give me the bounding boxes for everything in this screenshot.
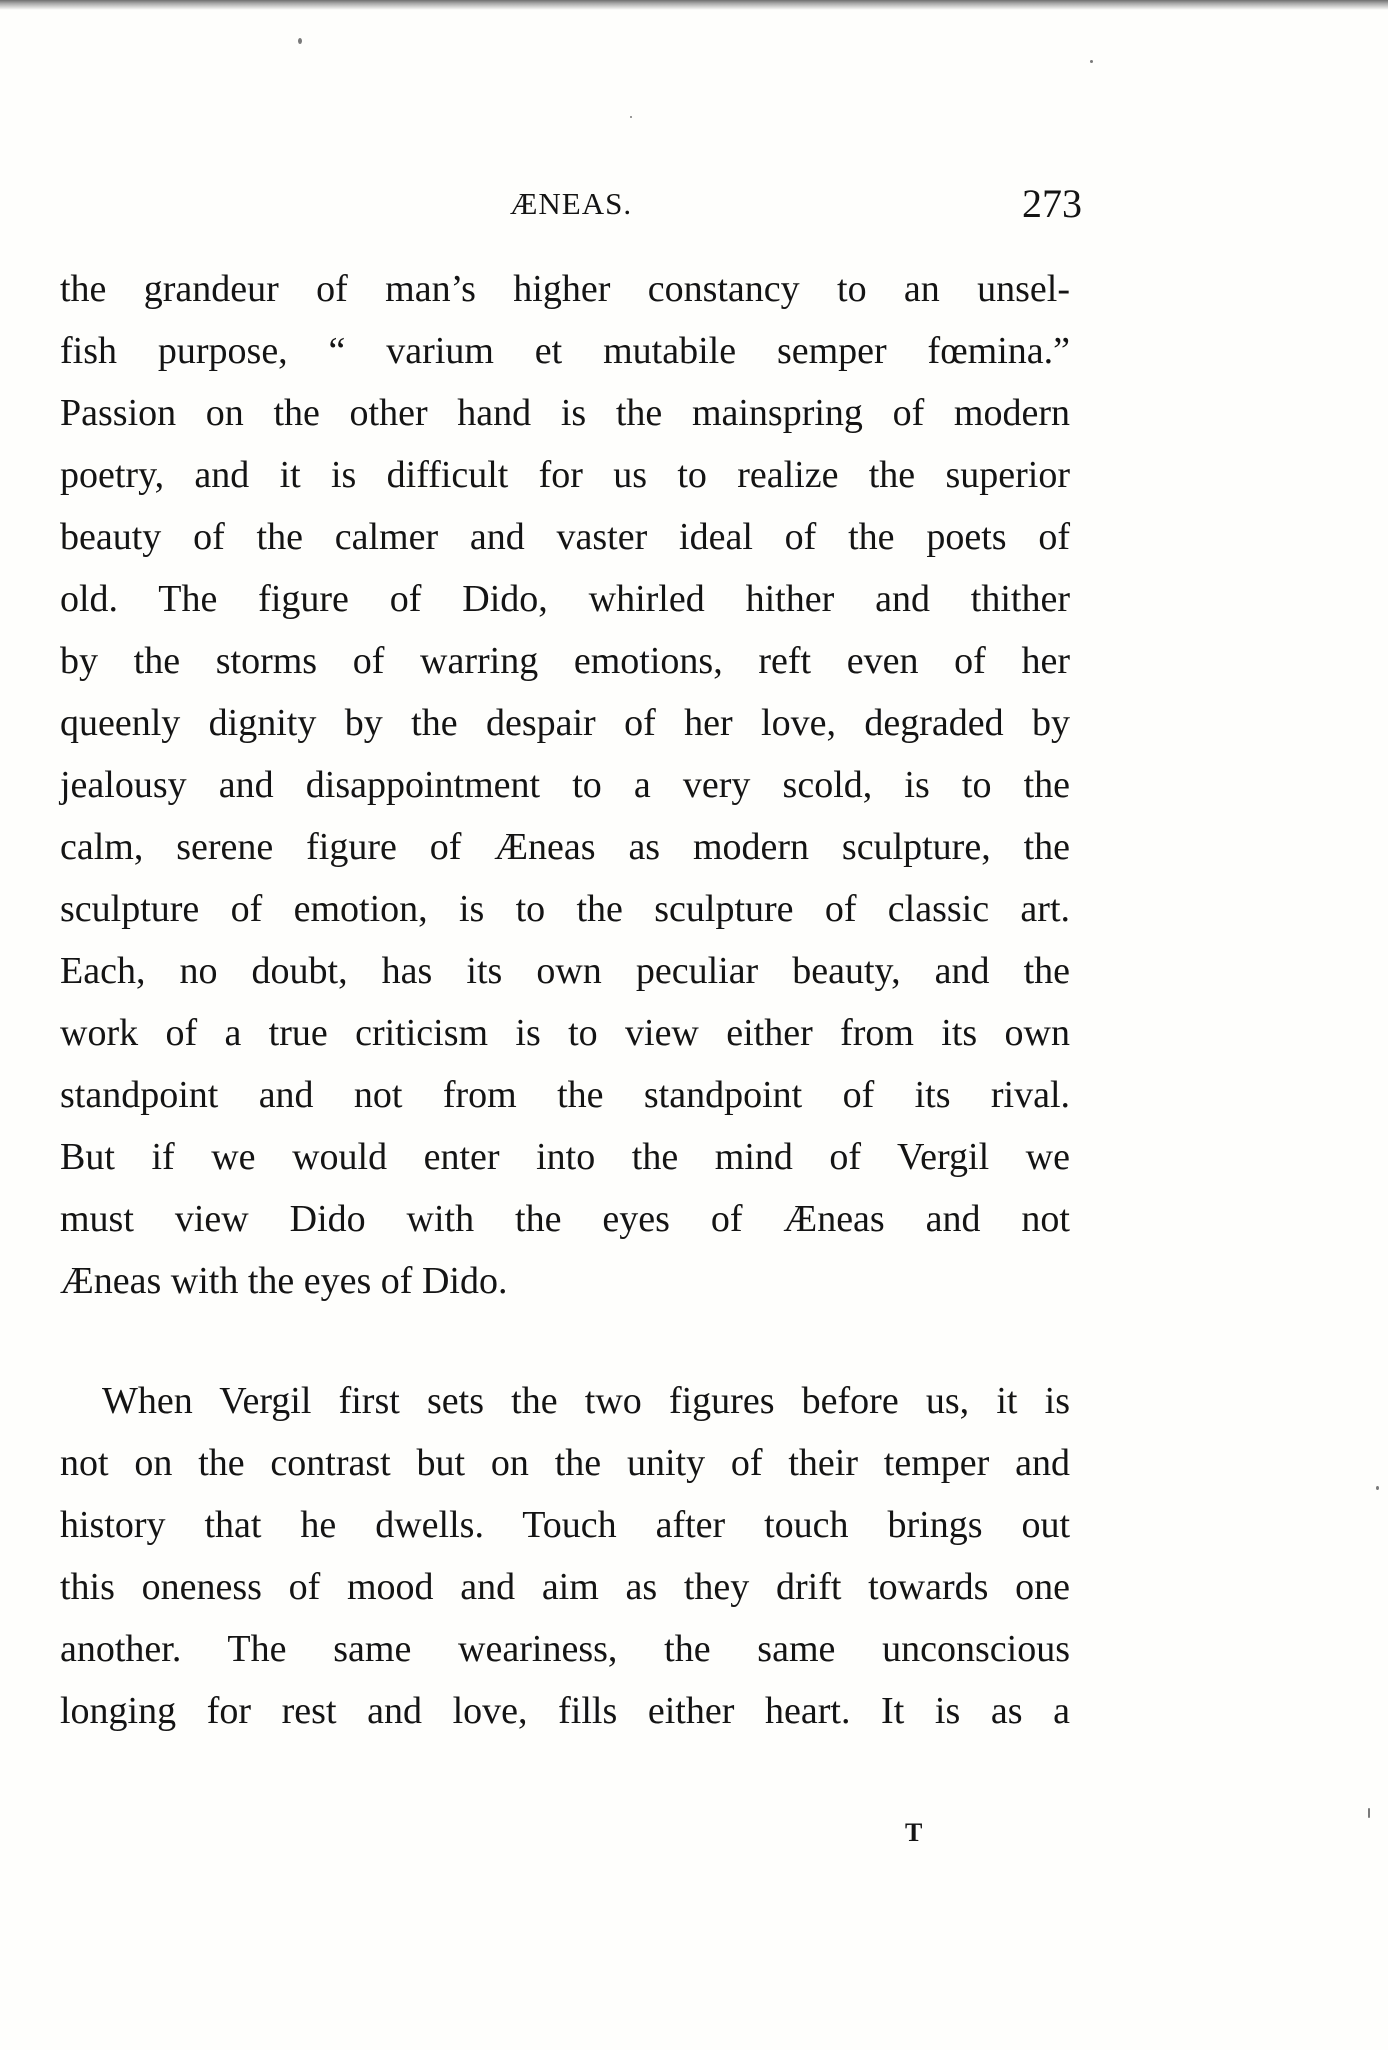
scan-speck <box>630 116 632 118</box>
scan-top-edge <box>0 0 1388 10</box>
scan-speck <box>1376 1486 1379 1490</box>
text-line: queenly dignity by the despair of her love, degraded by <box>60 702 1070 744</box>
text-line: standpoint and not from the standpoint of its rival. <box>60 1074 1070 1116</box>
text-line: beauty of the calmer and vaster ideal of the poets of <box>60 516 1070 558</box>
text-line: work of a true criticism is to view either from its own <box>60 1012 1070 1054</box>
text-line: jealousy and disappointment to a very scold, is to the <box>60 764 1070 806</box>
text-line: this oneness of mood and aim as they drift towards one <box>60 1566 1070 1608</box>
running-title: ÆNEAS. <box>509 186 633 221</box>
text-line: the grandeur of man’s higher constancy to an unsel- <box>60 268 1070 310</box>
text-line: Passion on the other hand is the mainspring of modern <box>60 392 1070 434</box>
text-line: Æneas with the eyes of Dido. <box>60 1260 508 1302</box>
text-line: must view Dido with the eyes of Æneas and not <box>60 1198 1070 1240</box>
text-line: longing for rest and love, fills either heart. It is as a <box>60 1690 1070 1732</box>
running-head <box>60 180 1082 236</box>
text-line: not on the contrast but on the unity of their temper and <box>60 1442 1070 1484</box>
text-line: by the storms of warring emotions, reft even of her <box>60 640 1070 682</box>
text-line: fish purpose, “ varium et mutabile semper fœmina.” <box>60 330 1070 372</box>
text-line: poetry, and it is difficult for us to realize the superior <box>60 454 1070 496</box>
text-line: sculpture of emotion, is to the sculpture of classic art. <box>60 888 1070 930</box>
paragraph-2 <box>60 1370 1070 1742</box>
page-number: 273 <box>1022 181 1082 226</box>
scan-speck <box>298 38 302 44</box>
scan-speck <box>1090 60 1093 63</box>
text-line: But if we would enter into the mind of Vergil we <box>60 1136 1070 1178</box>
text-line: When Vergil first sets the two figures before us, it is <box>102 1380 1070 1422</box>
scan-speck <box>1368 1808 1370 1818</box>
signature-mark: T <box>905 1818 924 1847</box>
paragraph-1 <box>60 258 1070 1312</box>
text-line: another. The same weariness, the same unconscious <box>60 1628 1070 1670</box>
text-line: history that he dwells. Touch after touch brings out <box>60 1504 1070 1546</box>
text-line: Each, no doubt, has its own peculiar beauty, and the <box>60 950 1070 992</box>
text-line: calm, serene figure of Æneas as modern sculpture, the <box>60 826 1070 868</box>
text-line: old. The figure of Dido, whirled hither and thither <box>60 578 1070 620</box>
